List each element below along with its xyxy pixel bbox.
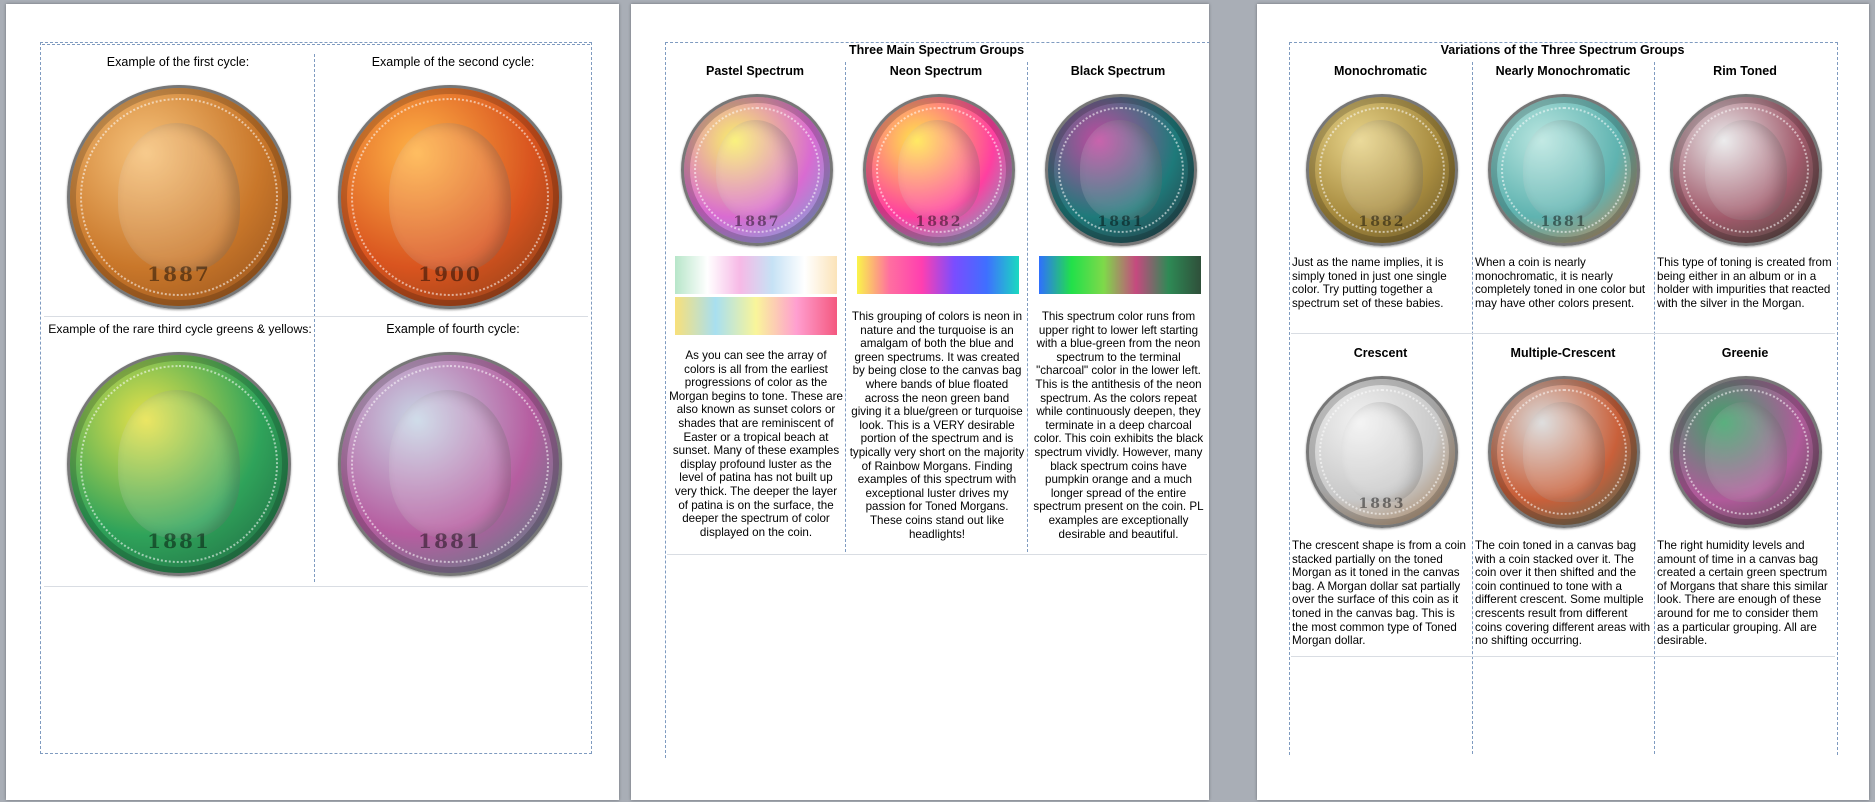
cell-caption-third-cycle: Example of the rare third cycle greens & yellows: [48,322,312,336]
page1-column-divider [314,54,315,582]
coin-date: 1881 [1097,213,1145,230]
coin-image-black-spectrum [1045,94,1197,246]
pastel-color-swatch-1 [675,256,837,294]
page2-row-divider [667,554,1207,555]
coin-date: 1881 [147,529,211,554]
page3-row-divider [1291,333,1835,334]
page3-row-divider [1291,656,1835,657]
coin-image-first-cycle [67,85,291,309]
variation-heading-nearly-monochromatic: Nearly Monochromatic [1495,64,1631,78]
document-page-2 [631,4,1209,800]
monochromatic-description: Just as the name implies, it is simply toned in just one single color. Try putting together a spectrum set of these babies. [1292,256,1447,310]
coin-image-multiple-crescent [1488,376,1640,528]
coin-date: 1882 [915,213,963,230]
table-title: Three Main Spectrum Groups [848,43,1025,57]
neon-color-swatch [857,256,1019,294]
column-heading-pastel: Pastel Spectrum [706,64,804,78]
document-page-1 [6,4,619,800]
column-heading-neon: Neon Spectrum [889,64,983,78]
document-page-3 [1257,4,1869,800]
page3-column-divider [1472,62,1473,754]
page2-column-divider [845,62,846,552]
variation-heading-greenie: Greenie [1721,346,1769,360]
coin-image-pastel-spectrum [681,94,833,246]
page1-row-divider [44,586,588,587]
coin-image-nearly-monochromatic [1488,94,1640,246]
coin-date: 1881 [418,529,482,554]
page1-row-divider [44,316,588,317]
cell-caption-second-cycle: Example of the second cycle: [371,55,535,69]
coin-image-monochromatic [1306,94,1458,246]
variation-heading-monochromatic: Monochromatic [1333,64,1428,78]
coin-image-crescent [1306,376,1458,528]
nearly-monochromatic-description: When a coin is nearly monochromatic, it is nearly completely toned in one color but may have other colors present. [1475,256,1646,310]
coin-date: 1882 [1358,213,1406,230]
coin-image-third-cycle [67,352,291,576]
table-title: Variations of the Three Spectrum Groups [1440,43,1685,57]
black-color-swatch [1039,256,1201,294]
coin-date: 1883 [1358,495,1406,512]
coin-image-rim-toned [1670,94,1822,246]
rim-toned-description: This type of toning is created from being either in an album or in a holder with impurities that reacted with the silver in the Morgan. [1657,256,1832,310]
crescent-description: The crescent shape is from a coin stacked partially on the toned Morgan as it toned in the canvas bag. A Morgan dollar sat partially over the surface of this coin as it toned in the canvas bag. This is the most common type of Toned Morgan dollar. [1292,539,1466,648]
coin-image-greenie [1670,376,1822,528]
neon-spectrum-description: This grouping of colors is neon in nature and the turquoise is an amalgam of both the blue and green spectrums. It was created by being close to the canvas bag where bands of blue floated across the neon green band giving it a blue/green or turquoise look. This is a VERY desirable portion of the spectrum and is typically very short on the majority of Rainbow Morgans. Finding examples of this spectrum with exceptional luster drives my passion for Toned Morgans. These coins stand out like headlights! [849,310,1025,541]
coin-image-second-cycle [338,85,562,309]
multiple-crescent-description: The coin toned in a canvas bag with a coin stacked over it. The coin over it then shifted and the coin continued to tone with a different crescent. Some multiple crescents result from different coins covering different areas with no shifting occurring. [1475,539,1651,648]
coin-image-fourth-cycle [338,352,562,576]
coin-date: 1900 [418,262,482,287]
variation-heading-crescent: Crescent [1353,346,1408,360]
variation-heading-multiple-crescent: Multiple-Crescent [1510,346,1616,360]
variation-heading-rim-toned: Rim Toned [1713,64,1777,78]
coin-date: 1881 [1540,213,1588,230]
page3-column-divider [1654,62,1655,754]
coin-image-neon-spectrum [863,94,1015,246]
pastel-spectrum-description: As you can see the array of colors is all from the earliest progressions of color as the Morgan begins to tone. These are also known as sunset colors or shades that are reminiscent of Easter or a tropical beach at sunset. Many of these examples display profound luster as the level of patina has not built up very thick. The deeper the layer of patina is on the surface, the deeper the spectrum of color displayed on the coin. [669,349,843,539]
black-spectrum-description: This spectrum color runs from upper right to lower left starting with a blue-green from the neon spectrum to the terminal "charcoal" color in the lower left. This is the antithesis of the neon spectrum. As the colors repeat while continuously deepen, they terminate in a deep charcoal color. This coin exhibits the black spectrum vividly. However, many black spectrum coins have pumpkin orange and a much longer spread of the entire spectrum present on the coin. PL examples are exceptionally desirable and beautiful. [1033,310,1204,541]
greenie-description: The right humidity levels and amount of time in a canvas bag created a certain green spectrum of Morgans that share this similar look. There are enough of these around for me to consider them as a particular grouping. All are desirable. [1657,539,1828,648]
cell-caption-first-cycle: Example of the first cycle: [106,55,250,69]
coin-date: 1887 [147,262,211,287]
coin-date: 1887 [733,213,781,230]
column-heading-black: Black Spectrum [1070,64,1166,78]
page2-column-divider [1027,62,1028,552]
pastel-color-swatch-2 [675,297,837,335]
cell-caption-fourth-cycle: Example of fourth cycle: [386,322,520,336]
